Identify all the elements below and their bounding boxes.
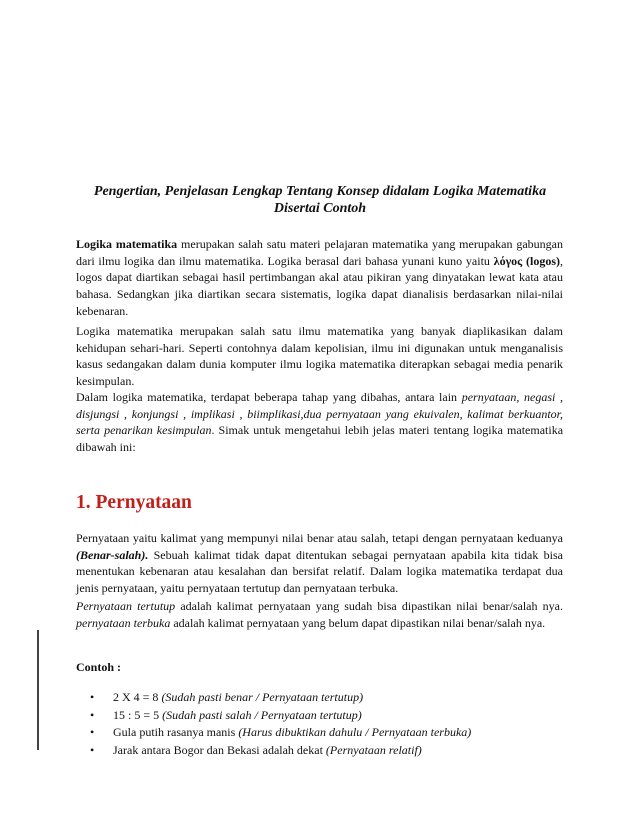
intro-paragraph-1: [76, 236, 563, 320]
example-note: (Sudah pasti benar / Pernyataan tertutup): [161, 690, 364, 704]
list-item: [76, 707, 563, 725]
example-note: (Sudah pasti salah / Pernyataan tertutup): [162, 707, 362, 722]
section1-paragraph-2-text-a: adalah kalimat pernyataan yang sudah bisa dipastikan nilai benar/salah nya.: [175, 599, 563, 613]
example-text: 15 : 5 = 5: [113, 707, 163, 722]
section1-paragraph-1: [76, 530, 563, 597]
intro-paragraph-2: Logika matematika merupakan salah satu ilmu matematika yang banyak diaplikasikan dalam kehidupan sehari-hari. Seperti contohnya dalam kepolisian, ilmu ini digunakan untuk menganalisis kasus sedangakan dalam dunia komputer ilmu logika matematika diterapkan sebagai media penarik kesimpulan.: [76, 324, 563, 389]
list-item: [76, 689, 563, 707]
contoh-label: [76, 659, 563, 676]
term-pernyataan-tertutup: Pernyataan tertutup: [76, 599, 176, 613]
intro-paragraph-1-text-b: , logos dapat diartikan sebagai hasil pertimbangan akal atau pikiran yang dinyatakan lewat kata atau bahasa. Sedangkan jika diartikan secara sistematis, logika dapat dianalisis berdasarkan nilai-nilai kebenaran.: [76, 253, 563, 318]
intro-paragraph-3-text-b: . Simak untuk mengetahui lebih jelas materi tentang logika matematika dibawah ini:: [76, 423, 564, 455]
example-note: (Harus dibuktikan dahulu / Pernyataan terbuka): [238, 725, 472, 739]
section-heading-pernyataan: 1. Pernyataan: [76, 492, 192, 513]
list-item: [76, 724, 563, 742]
contoh-label-text: Contoh :: [76, 660, 122, 674]
section1-paragraph-2: [76, 598, 563, 631]
intro-paragraph-3: [76, 389, 563, 456]
example-text: Gula putih rasanya manis: [113, 725, 239, 739]
intro-paragraph-3-text-a: Dalam logika matematika, terdapat beberapa tahap yang dibahas, antara lain: [76, 390, 462, 404]
example-text: 2 X 4 = 8: [113, 690, 162, 704]
intro-paragraph-1-text-a: merupakan salah satu materi pelajaran matematika yang merupakan gabungan dari ilmu logika dan ilmu matematika. Logika berasal dari bahasa yunani kuno yaitu: [76, 237, 563, 268]
bullet-icon: •: [90, 690, 95, 704]
example-note: (Pernyataan relatif): [325, 742, 422, 757]
section1-paragraph-1-text-b: Sebuah kalimat tidak dapat ditentukan sebagai pernyataan apabila kita tidak bisa menentukan kebenaran atau kesalahan dan bersifat relatif. Dalam logika matematika terdapat dua jenis pernyataan, yaitu pernyataan tertutup dan pernyataan terbuka.: [76, 547, 563, 596]
list-item: [76, 742, 563, 760]
topics-list: pernyataan, negasi , disjungsi , konjungsi , implikasi , biimplikasi,dua pernyataan yang ekuivalen, kalimat berkuantor, serta penarikan kesimpulan: [76, 390, 563, 438]
section1-paragraph-2-text-b: adalah kalimat pernyataan yang belum dapat dipastikan nilai benar/salah nya.: [170, 615, 546, 630]
example-text: Jarak antara Bogor dan Bekasi adalah dekat: [113, 742, 326, 757]
bullet-icon: •: [90, 742, 95, 757]
bullet-icon: •: [90, 707, 95, 722]
term-logika-matematika: Logika matematika: [76, 237, 178, 251]
bullet-icon: •: [90, 725, 95, 739]
section1-paragraph-1-text-a: Pernyataan yaitu kalimat yang mempunyi nilai benar atau salah, tetapi dengan pernyataan keduanya: [76, 531, 563, 545]
term-pernyataan-terbuka: pernyataan terbuka: [76, 615, 171, 630]
examples-list: [76, 689, 563, 759]
change-bar: [37, 630, 39, 750]
term-benar-salah: (Benar-salah).: [76, 547, 149, 562]
page-title: Pengertian, Penjelasan Lengkap Tentang Konsep didalam Logika Matematika Disertai Contoh: [93, 184, 547, 216]
term-logos: λόγος (logos): [493, 253, 560, 268]
